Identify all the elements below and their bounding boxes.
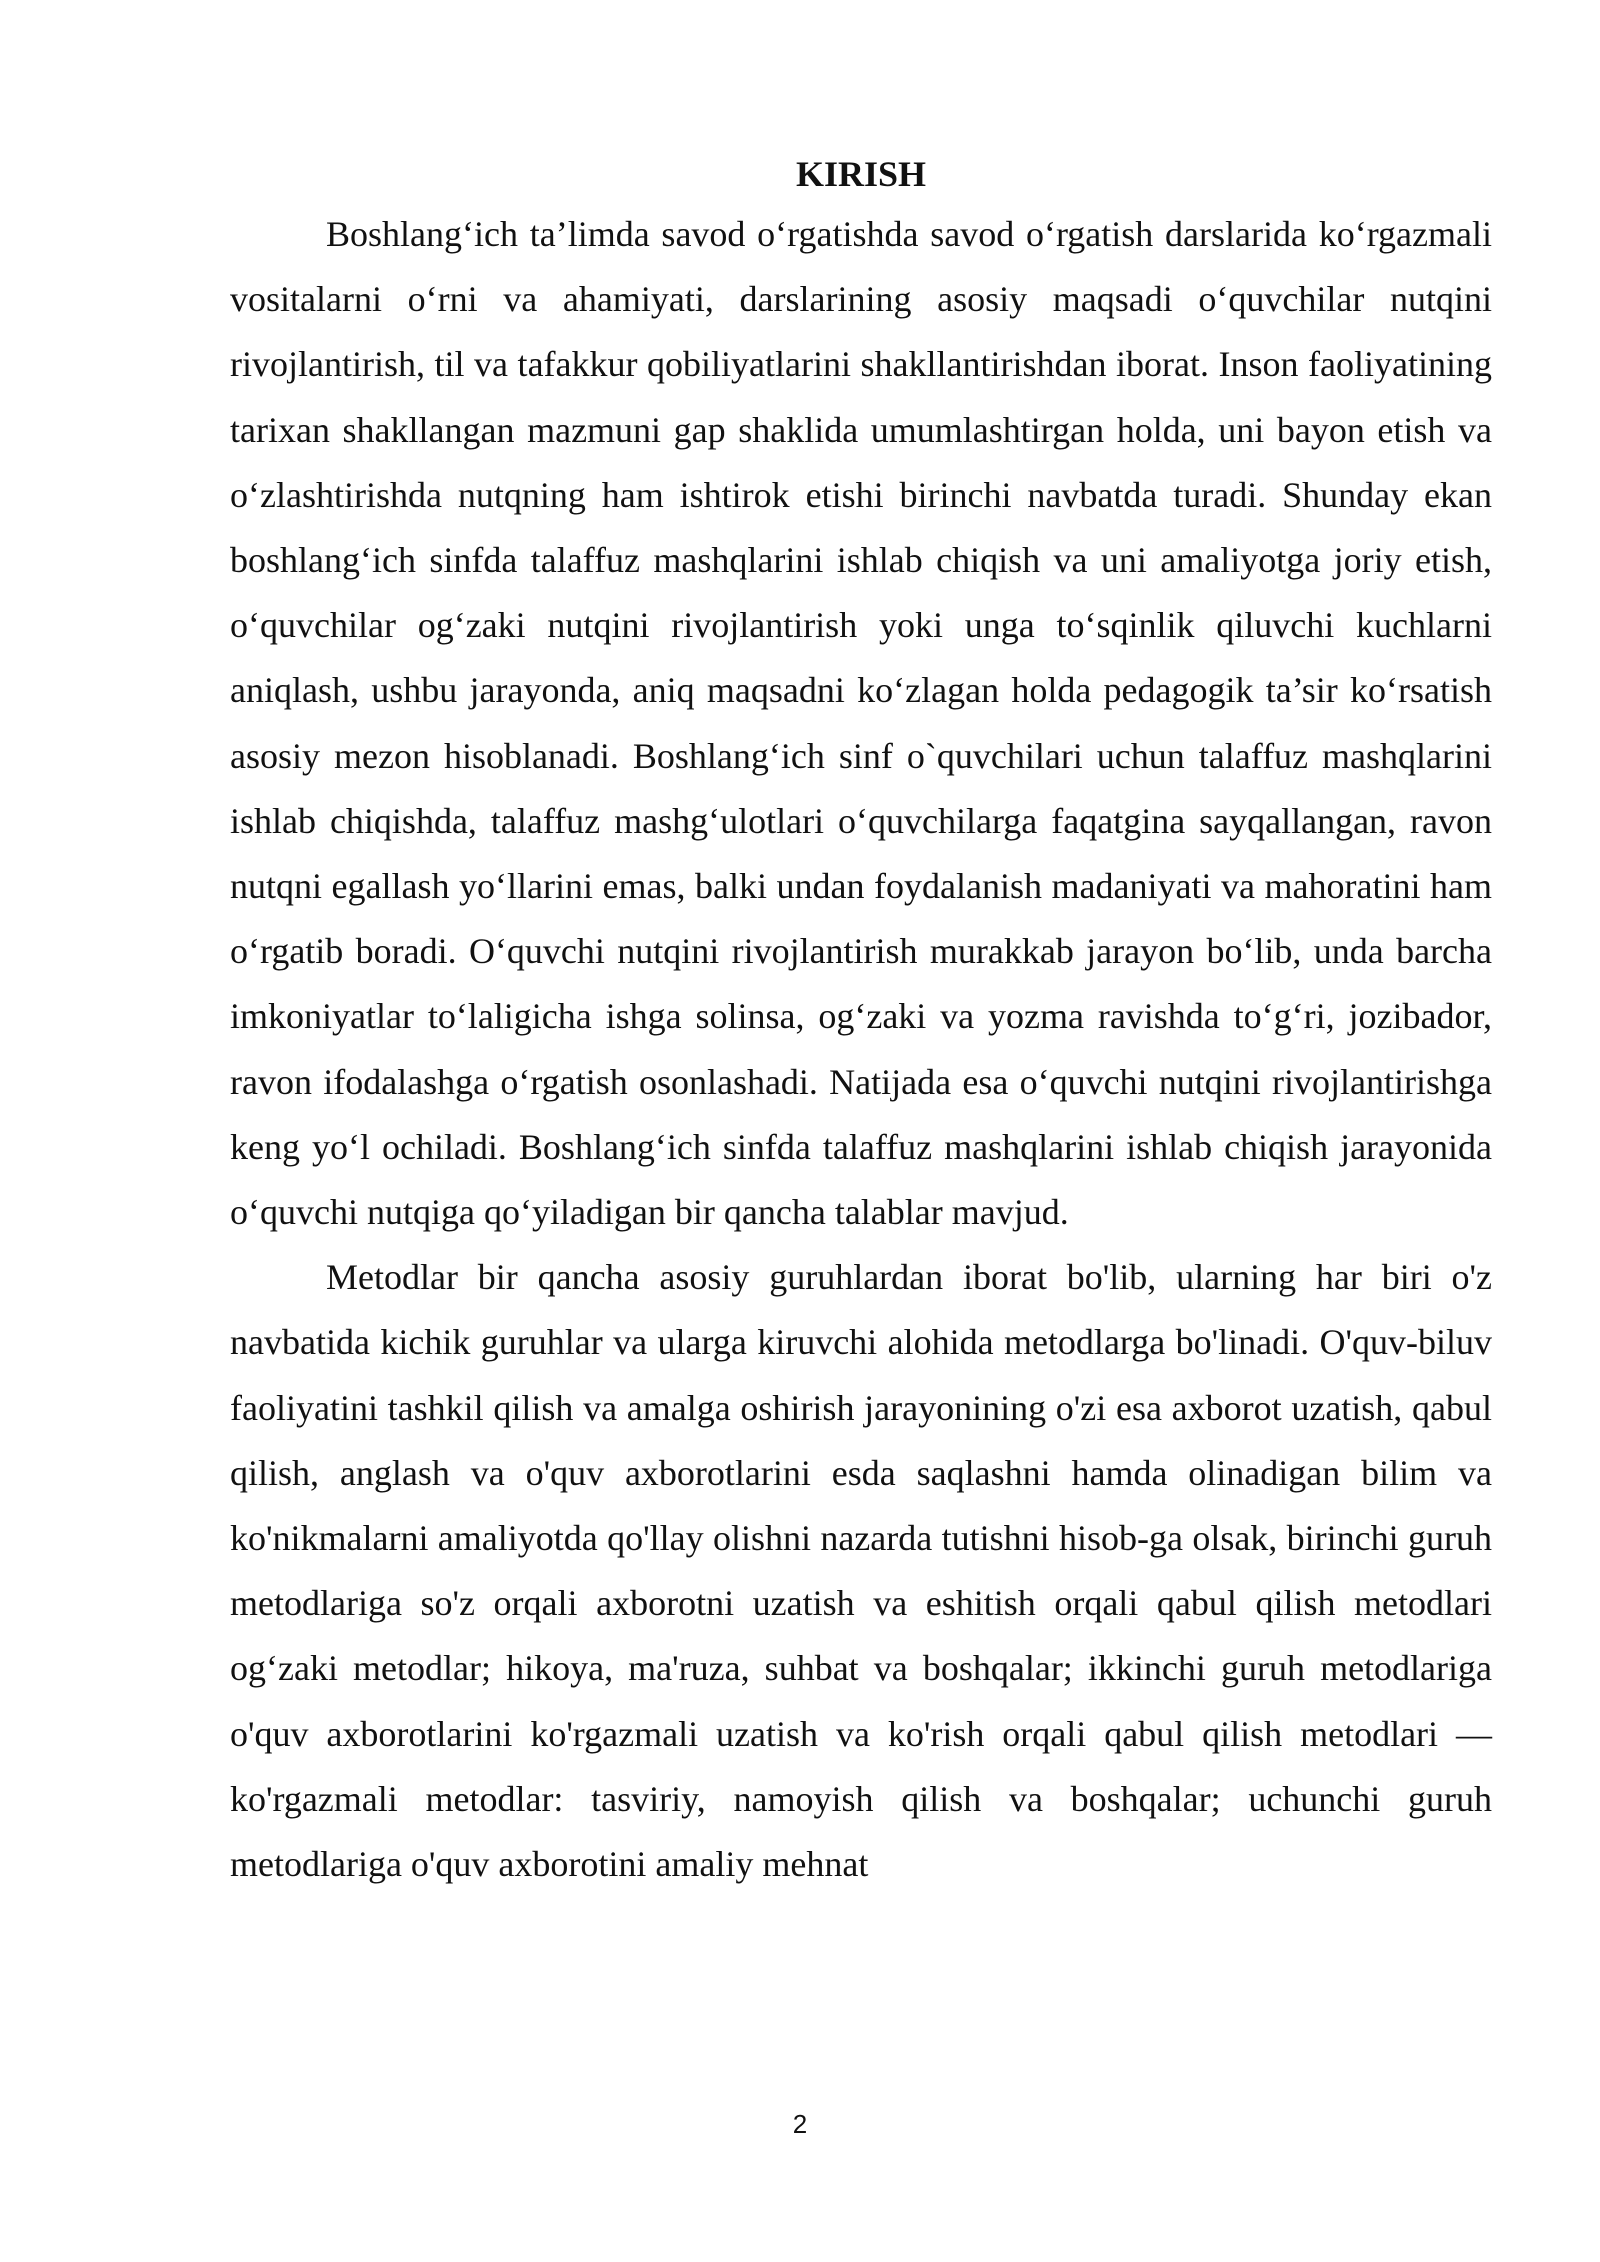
- paragraph-intro: Boshlang‘ich ta’limda savod o‘rgatishda savod o‘rgatish darslarida ko‘rgazmali vositalarni o‘rni va ahamiyati, darslarining asosiy maqsadi o‘quvchilar nutqini rivojlantirish, til va tafakkur qobiliyatlarini shakllantirishdan iborat. Inson faoliyatining tarixan shakllangan mazmuni gap shaklida umumlashtirgan holda, uni bayon etish va o‘zlashtirishda nutqning ham ishtirok etishi birinchi navbatda turadi. Shunday ekan boshlang‘ich sinfda talaffuz mashqlarini ishlab chiqish va uni amaliyotga joriy etish, o‘quvchilar og‘zaki nutqini rivojlantirish yoki unga to‘sqinlik qiluvchi kuchlarni aniqlash, ushbu jarayonda, aniq maqsadni ko‘zlagan holda pedagogik ta’sir ko‘rsatish asosiy mezon hisoblanadi. Boshlang‘ich sinf o`quvchilari uchun talaffuz mashqlarini ishlab chiqishda, talaffuz mashg‘ulotlari o‘quvchilarga faqatgina sayqallangan, ravon nutqni egallash yo‘llarini emas, balki undan foydalanish madaniyati va mahoratini ham o‘rgatib boradi. O‘quvchi nutqini rivojlantirish murakkab jarayon bo‘lib, unda barcha imkoniyatlar to‘laligicha ishga solinsa, og‘zaki va yozma ravishda to‘g‘ri, jozibador, ravon ifodalashga o‘rgatish osonlashadi. Natijada esa o‘quvchi nutqini rivojlantirishga keng yo‘l ochiladi. Boshlang‘ich sinfda talaffuz mashqlarini ishlab chiqish jarayonida o‘quvchi nutqiga qo‘yiladigan bir qancha talablar mavjud.: [230, 214, 1492, 1233]
- paragraph-methods: Metodlar bir qancha asosiy guruhlardan iborat bo'lib, ularning har biri o'z navbatida kichik guruhlar va ularga kiruvchi alohida metodlarga bo'linadi. O'quv-biluv faoliyatini tashkil qilish va amalga oshirish jarayonining o'zi esa axborot uzatish, qabul qilish, anglash va o'quv axborotlarini esda saqlashni hamda olinadigan bilim va ko'nikmalarni amaliyotda qo'llay olishni nazarda tutishni hisob-ga olsak, birinchi guruh metodlariga so'z orqali axborotni uzatish va eshitish orqali qabul qilish metodlari og‘zaki metodlar; hikoya, ma'ruza, suhbat va boshqalar; ikkinchi guruh metodlariga o'quv axborotlarini ko'rgazmali uzatish va ko'rish orqali qabul qilish metodlari — ko'rgazmali metodlar: tasviriy, namoyish qilish va boshqalar; uchunchi guruh metodlariga o'quv axborotini amaliy mehnat: [230, 1257, 1492, 1885]
- page-content: [230, 148, 1492, 1897]
- page-number: 2: [792, 2109, 808, 2139]
- section-heading: KIRISH: [795, 154, 927, 194]
